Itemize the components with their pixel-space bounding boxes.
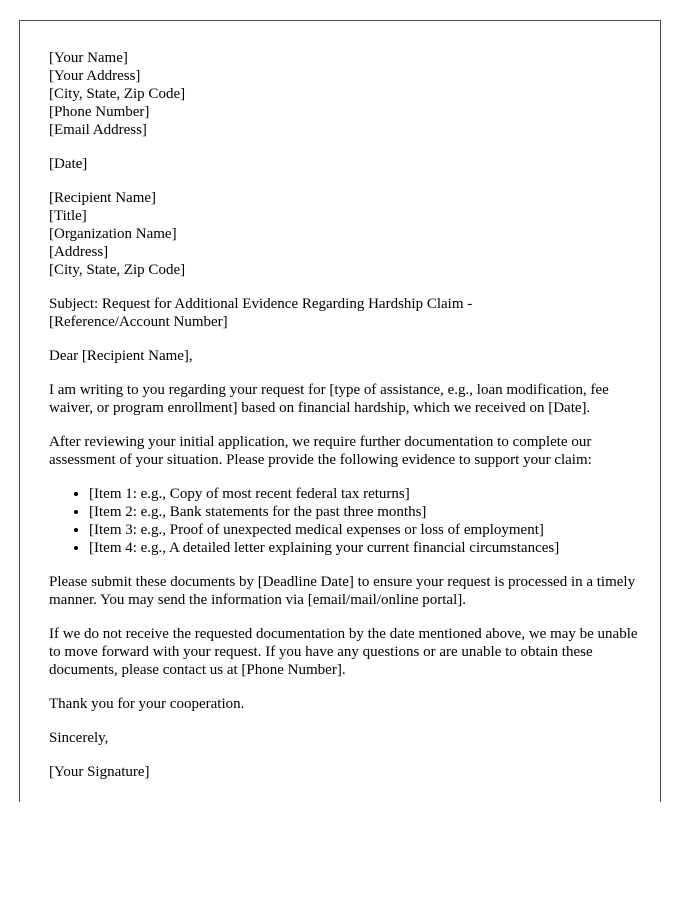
- sender-email: [Email Address]: [49, 122, 147, 138]
- list-item: • [Item 4: e.g., A detailed letter explaining your current financial circumstances]: [89, 539, 639, 557]
- request-paragraph: After reviewing your initial application, we require further documentation to complete our assessment of your situation. Please provide the following evidence to support your claim:: [49, 434, 592, 468]
- recipient-title: [Title]: [49, 208, 87, 224]
- sender-name: [Your Name]: [49, 50, 128, 66]
- recipient-organization: [Organization Name]: [49, 226, 177, 242]
- list-item: • [Item 1: e.g., Copy of most recent federal tax returns]: [89, 485, 639, 503]
- sender-city-state-zip: [City, State, Zip Code]: [49, 86, 186, 102]
- recipient-name: [Recipient Name]: [49, 190, 157, 206]
- salutation: Dear [Recipient Name],: [49, 348, 193, 364]
- sender-phone: [Phone Number]: [49, 104, 150, 120]
- deadline-paragraph: Please submit these documents by [Deadline Date] to ensure your request is processed in a timely manner. You may send the information via [email/mail/online portal].: [49, 574, 636, 608]
- recipient-address: [Address]: [49, 244, 109, 260]
- signature: [Your Signature]: [49, 764, 150, 780]
- thanks-paragraph: Thank you for your cooperation.: [49, 696, 245, 712]
- list-item: • [Item 2: e.g., Bank statements for the past three months]: [89, 503, 639, 521]
- closing: Sincerely,: [49, 730, 109, 746]
- subject-text: Subject: Request for Additional Evidence Regarding Hardship Claim -: [49, 296, 473, 312]
- list-item: • [Item 3: e.g., Proof of unexpected medical expenses or loss of employment]: [89, 521, 639, 539]
- letter-content: [49, 49, 639, 797]
- subject-reference: [Reference/Account Number]: [49, 314, 228, 330]
- sender-block: [49, 49, 639, 139]
- subject-line: [49, 295, 639, 331]
- letter-page: [19, 20, 661, 802]
- evidence-list: [49, 485, 639, 557]
- sender-address: [Your Address]: [49, 68, 141, 84]
- intro-paragraph: I am writing to you regarding your request for [type of assistance, e.g., loan modification, fee waiver, or program enrollment] based on financial hardship, which we received on [Date].: [49, 382, 609, 416]
- recipient-block: [49, 189, 639, 279]
- followup-paragraph: If we do not receive the requested documentation by the date mentioned above, we may be unable to move forward with your request. If you have any questions or are unable to obtain these documents, please contact us at [Phone Number].: [49, 626, 638, 678]
- recipient-city-state-zip: [City, State, Zip Code]: [49, 262, 186, 278]
- date-line: [Date]: [49, 156, 88, 172]
